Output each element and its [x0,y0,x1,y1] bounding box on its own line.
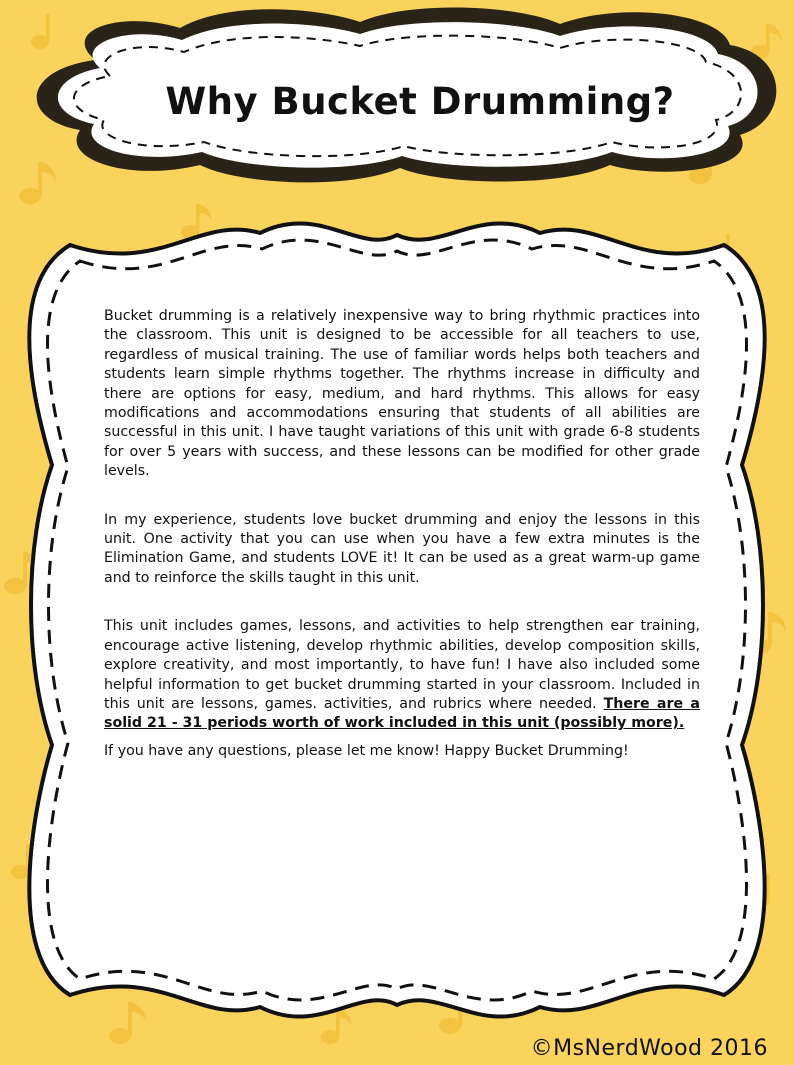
closing-paragraph: If you have any questions, please let me know! Happy Bucket Drumming! [104,742,629,759]
body-text [104,307,700,790]
paragraph-1: Bucket drumming is a relatively inexpensive way to bring rhythmic practices into the classroom. This unit is designed to be accessible for all teachers to use, regardless of musical training. The use of familiar words helps both teachers and students learn simple rhythms together. The rhythms increase in difficulty and there are options for easy, medium, and hard rhythms. This allows for easy modifications and accommodations ensuring that students of all abilities are successful in this unit. I have taught variations of this unit with grade 6-8 students for over 5 years with success, and these lessons can be modified for other grade levels. [104,308,700,480]
paragraph-2: In my experience, students love bucket drumming and enjoy the lessons in this unit. One activity that you can use when you have a few extra minutes is the Elimination Game, and students LOVE it! It can be used as a great warm-up game and to reinforce the skills taught in this unit. [104,511,700,586]
page-title: Why Bucket Drumming? [165,80,675,123]
copyright: ©MsNerdWood 2016 [530,1036,768,1061]
paragraph-3-text: This unit includes games, lessons, and activities to help strengthen ear training, encourage active listening, develop rhythmic abilities, develop composition skills, explore creativity, and most importantly, to have fun! I have also included some helpful information to get bucket drumming started in your classroom. Included in this unit are lessons, games. activities, and rubrics where needed. [104,618,700,712]
paragraph-3 [104,617,700,733]
emphasis-text: There are a solid 21 - 31 periods worth of work included in this unit (possibly more). [104,695,700,732]
